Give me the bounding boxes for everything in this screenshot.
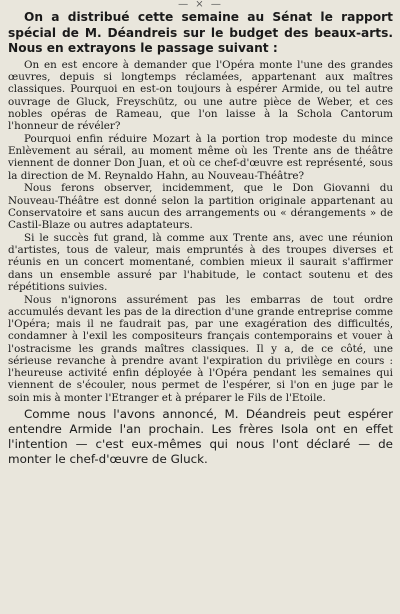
intro-paragraph: On a distribué cette semaine au Sénat le rapport spécial de M. Déandreis sur le budget des beaux-arts. Nous en extrayons le passage suivant : — [8, 10, 393, 56]
excerpt-paragraph: Nous ferons observer, incidemment, que le Don Giovanni du Nouveau-Théâtre est donné selon la partition originale appartenant au Conservatoire et sans aucun des arrangements ou « dérangements » de Castil-Blaze ou autres adaptateurs. — [8, 182, 393, 232]
excerpt-paragraph: On en est encore à demander que l'Opéra monte l'une des grandes œuvres, depuis si longtemps réclamées, appartenant aux maîtres classiques. Pourquoi en est-on toujours à espérer Armide, ou tel autre ouvrage de Gluck, Freyschütz, ou une autre pièce de Weber, et ces nobles opéras de Rameau, que l'on laisse à la Schola Cantorum l'honneur de révéler? — [8, 58, 393, 133]
excerpt-paragraph: Si le succès fut grand, là comme aux Trente ans, avec une réunion d'artistes, tous de valeur, mais empruntés à des troupes diverses et réunis en un concert momentané, combien mieux il saurait s'affirmer dans un ensemble assuré par l'habitude, le contact soutenu et des répétitions suivies. — [8, 231, 393, 293]
report-excerpt — [8, 59, 393, 404]
excerpt-paragraph: Nous n'ignorons assurément pas les embarras de tout ordre accumulés devant les pas de la direction d'une grande entreprise comme l'Opéra; mais il ne faudrait pas, par une exagération des difficultés, condamner à l'exil les compositeurs français contemporains et vouer à l'ostracisme les grands maîtres classiques. Il y a, de ce côté, une sérieuse revanche à prendre avant l'expiration du privilège en cours : l'heureuse activité enfin déployée à l'Opéra pendant les semaines qui viennent de s'écouler, nous permet de l'espérer, si l'on en juge par le soin mis à monter l'Etranger et à préparer le Fils de l'Etoile. — [8, 293, 393, 404]
section-separator: — × — — [178, 0, 223, 10]
excerpt-paragraph: Pourquoi enfin réduire Mozart à la portion trop modeste du mince Enlèvement au sérail, au moment même où les Trente ans de théâtre viennent de donner Don Juan, et où ce chef-d'œuvre est représenté, sous la direction de M. Reynaldo Hahn, au Nouveau-Théâtre? — [8, 132, 393, 182]
closing-paragraph: Comme nous l'avons annoncé, M. Déandreis peut espérer entendre Armide l'an prochain. Les frères Isola ont en effet l'intention — c'est eux-mêmes qui nous l'ont déclaré — de monter le chef-d'œuvre de Gluck. — [8, 406, 393, 466]
